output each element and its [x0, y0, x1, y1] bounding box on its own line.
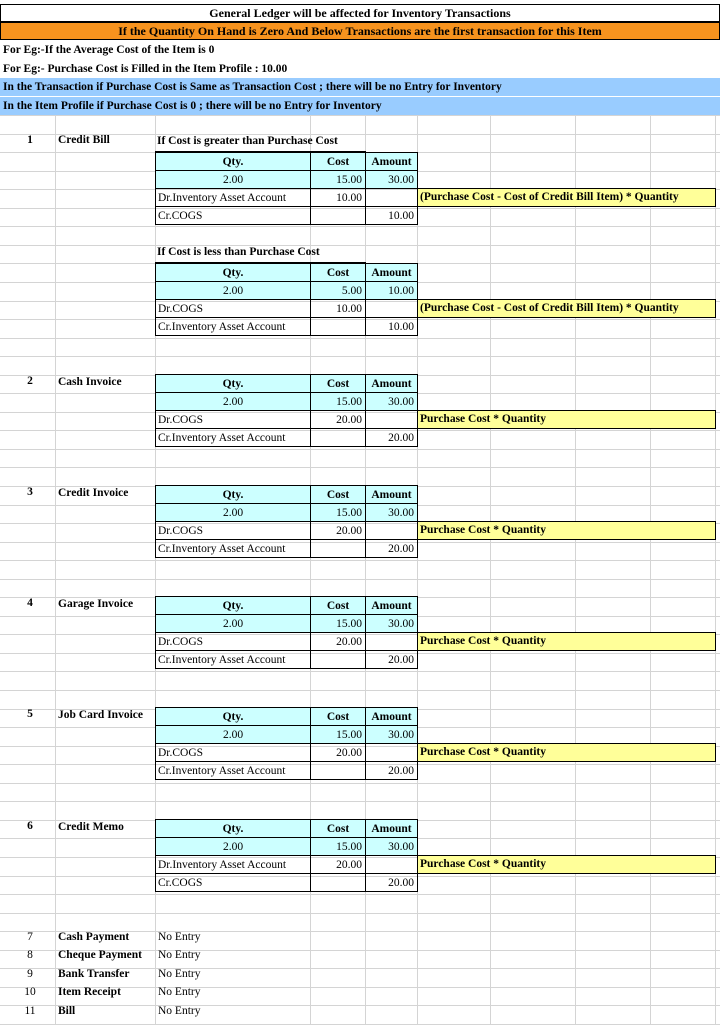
amount-value: 30.00 — [365, 614, 418, 633]
qty-value: 2.00 — [155, 837, 311, 856]
cost-value: 15.00 — [310, 170, 366, 189]
entry-value: No Entry — [158, 968, 201, 980]
formula-note: Purchase Cost * Quantity — [417, 521, 716, 540]
debit-value: 20.00 — [310, 632, 366, 651]
cost-header: Cost — [310, 596, 366, 615]
amount-value: 30.00 — [365, 725, 418, 744]
entry-number: 8 — [27, 949, 33, 961]
debit-empty-cell — [365, 743, 418, 762]
section-label: Credit Invoice — [58, 487, 129, 499]
credit-account: Cr.Inventory Asset Account — [155, 428, 311, 447]
entry-label: Cheque Payment — [58, 949, 143, 961]
amount-value: 10.00 — [365, 281, 418, 300]
section-number: 5 — [27, 708, 33, 720]
qty-header: Qty. — [155, 485, 311, 504]
amount-header: Amount — [365, 819, 418, 838]
formula-note: Purchase Cost * Quantity — [417, 743, 716, 762]
debit-account: Dr.Inventory Asset Account — [155, 855, 311, 874]
section-label: Credit Memo — [58, 821, 124, 833]
credit-value: 20.00 — [365, 428, 418, 447]
amount-value: 30.00 — [365, 392, 418, 411]
credit-empty-cell — [310, 317, 366, 336]
cost-value: 15.00 — [310, 614, 366, 633]
credit-value: 20.00 — [365, 873, 418, 892]
formula-note: Purchase Cost * Quantity — [417, 855, 716, 874]
amount-header: Amount — [365, 374, 418, 393]
debit-empty-cell — [365, 855, 418, 874]
credit-empty-cell — [310, 650, 366, 669]
credit-empty-cell — [310, 206, 366, 225]
qty-header: Qty. — [155, 596, 311, 615]
debit-value: 10.00 — [310, 299, 366, 318]
credit-value: 10.00 — [365, 317, 418, 336]
section-number: 3 — [27, 486, 33, 498]
debit-value: 20.00 — [310, 521, 366, 540]
amount-header: Amount — [365, 263, 418, 282]
debit-account: Dr.COGS — [155, 521, 311, 540]
formula-note: (Purchase Cost - Cost of Credit Bill Item) * Quantity — [417, 299, 716, 318]
qty-header: Qty. — [155, 374, 311, 393]
credit-account: Cr.Inventory Asset Account — [155, 761, 311, 780]
amount-value: 30.00 — [365, 837, 418, 856]
amount-header: Amount — [365, 485, 418, 504]
entry-number: 10 — [24, 986, 36, 998]
qty-value: 2.00 — [155, 614, 311, 633]
sub-caption: If Cost is less than Purchase Cost — [157, 246, 320, 258]
formula-note: Purchase Cost * Quantity — [417, 410, 716, 429]
cost-value: 15.00 — [310, 837, 366, 856]
debit-value: 10.00 — [310, 188, 366, 207]
qty-value: 2.00 — [155, 170, 311, 189]
qty-value: 2.00 — [155, 725, 311, 744]
entry-label: Bank Transfer — [58, 968, 130, 980]
entry-value: No Entry — [158, 931, 201, 943]
credit-account: Cr.COGS — [155, 206, 311, 225]
info-same-cost: In the Transaction if Purchase Cost is Same as Transaction Cost ; there will be no Entry for Inventory — [0, 78, 720, 96]
section-number: 4 — [27, 597, 33, 609]
qty-header: Qty. — [155, 152, 311, 171]
debit-empty-cell — [365, 299, 418, 318]
entry-value: No Entry — [158, 986, 201, 998]
credit-value: 20.00 — [365, 650, 418, 669]
amount-header: Amount — [365, 596, 418, 615]
cost-value: 15.00 — [310, 503, 366, 522]
section-label: Garage Invoice — [58, 598, 134, 610]
credit-empty-cell — [310, 539, 366, 558]
debit-account: Dr.COGS — [155, 299, 311, 318]
sheet-title: General Ledger will be affected for Inventory Transactions — [0, 4, 720, 22]
cost-header: Cost — [310, 374, 366, 393]
note-purchase-cost: For Eg:- Purchase Cost is Filled in the Item Profile : 10.00 — [3, 63, 288, 75]
entry-value: No Entry — [158, 949, 201, 961]
info-zero-cost: In the Item Profile if Purchase Cost is 0 ; there will be no Entry for Inventory — [0, 97, 720, 115]
debit-account: Dr.COGS — [155, 632, 311, 651]
section-label: Credit Bill — [58, 134, 110, 146]
debit-value: 20.00 — [310, 410, 366, 429]
debit-account: Dr.COGS — [155, 743, 311, 762]
credit-value: 20.00 — [365, 761, 418, 780]
section-label: Cash Invoice — [58, 376, 122, 388]
entry-value: No Entry — [158, 1005, 201, 1017]
qty-header: Qty. — [155, 707, 311, 726]
formula-note: Purchase Cost * Quantity — [417, 632, 716, 651]
credit-value: 20.00 — [365, 539, 418, 558]
section-number: 2 — [27, 375, 33, 387]
qty-header: Qty. — [155, 819, 311, 838]
credit-empty-cell — [310, 873, 366, 892]
warning-banner: If the Quantity On Hand is Zero And Below Transactions are the first transaction for this Item — [0, 22, 720, 40]
debit-value: 20.00 — [310, 855, 366, 874]
section-number: 1 — [27, 134, 33, 146]
amount-header: Amount — [365, 707, 418, 726]
debit-account: Dr.Inventory Asset Account — [155, 188, 311, 207]
debit-account: Dr.COGS — [155, 410, 311, 429]
entry-number: 9 — [27, 968, 33, 980]
credit-account: Cr.Inventory Asset Account — [155, 317, 311, 336]
cost-header: Cost — [310, 152, 366, 171]
cost-header: Cost — [310, 485, 366, 504]
cost-header: Cost — [310, 263, 366, 282]
debit-empty-cell — [365, 632, 418, 651]
debit-empty-cell — [365, 521, 418, 540]
qty-value: 2.00 — [155, 281, 311, 300]
credit-empty-cell — [310, 428, 366, 447]
cost-header: Cost — [310, 819, 366, 838]
entry-label: Cash Payment — [58, 931, 130, 943]
qty-value: 2.00 — [155, 503, 311, 522]
amount-header: Amount — [365, 152, 418, 171]
credit-account: Cr.Inventory Asset Account — [155, 650, 311, 669]
credit-value: 10.00 — [365, 206, 418, 225]
formula-note: (Purchase Cost - Cost of Credit Bill Item) * Quantity — [417, 188, 716, 207]
entry-number: 11 — [24, 1005, 36, 1017]
entry-number: 7 — [27, 931, 33, 943]
debit-empty-cell — [365, 410, 418, 429]
credit-account: Cr.Inventory Asset Account — [155, 539, 311, 558]
amount-value: 30.00 — [365, 170, 418, 189]
credit-account: Cr.COGS — [155, 873, 311, 892]
cost-value: 15.00 — [310, 392, 366, 411]
debit-value: 20.00 — [310, 743, 366, 762]
sub-caption: If Cost is greater than Purchase Cost — [157, 135, 338, 147]
credit-empty-cell — [310, 761, 366, 780]
cost-header: Cost — [310, 707, 366, 726]
entry-label: Item Receipt — [58, 986, 121, 998]
cost-value: 5.00 — [310, 281, 366, 300]
debit-empty-cell — [365, 188, 418, 207]
section-label: Job Card Invoice — [58, 709, 143, 721]
section-number: 6 — [27, 820, 33, 832]
amount-value: 30.00 — [365, 503, 418, 522]
note-average-cost: For Eg:-If the Average Cost of the Item is 0 — [3, 44, 215, 56]
entry-label: Bill — [58, 1005, 76, 1017]
qty-header: Qty. — [155, 263, 311, 282]
cost-value: 15.00 — [310, 725, 366, 744]
qty-value: 2.00 — [155, 392, 311, 411]
